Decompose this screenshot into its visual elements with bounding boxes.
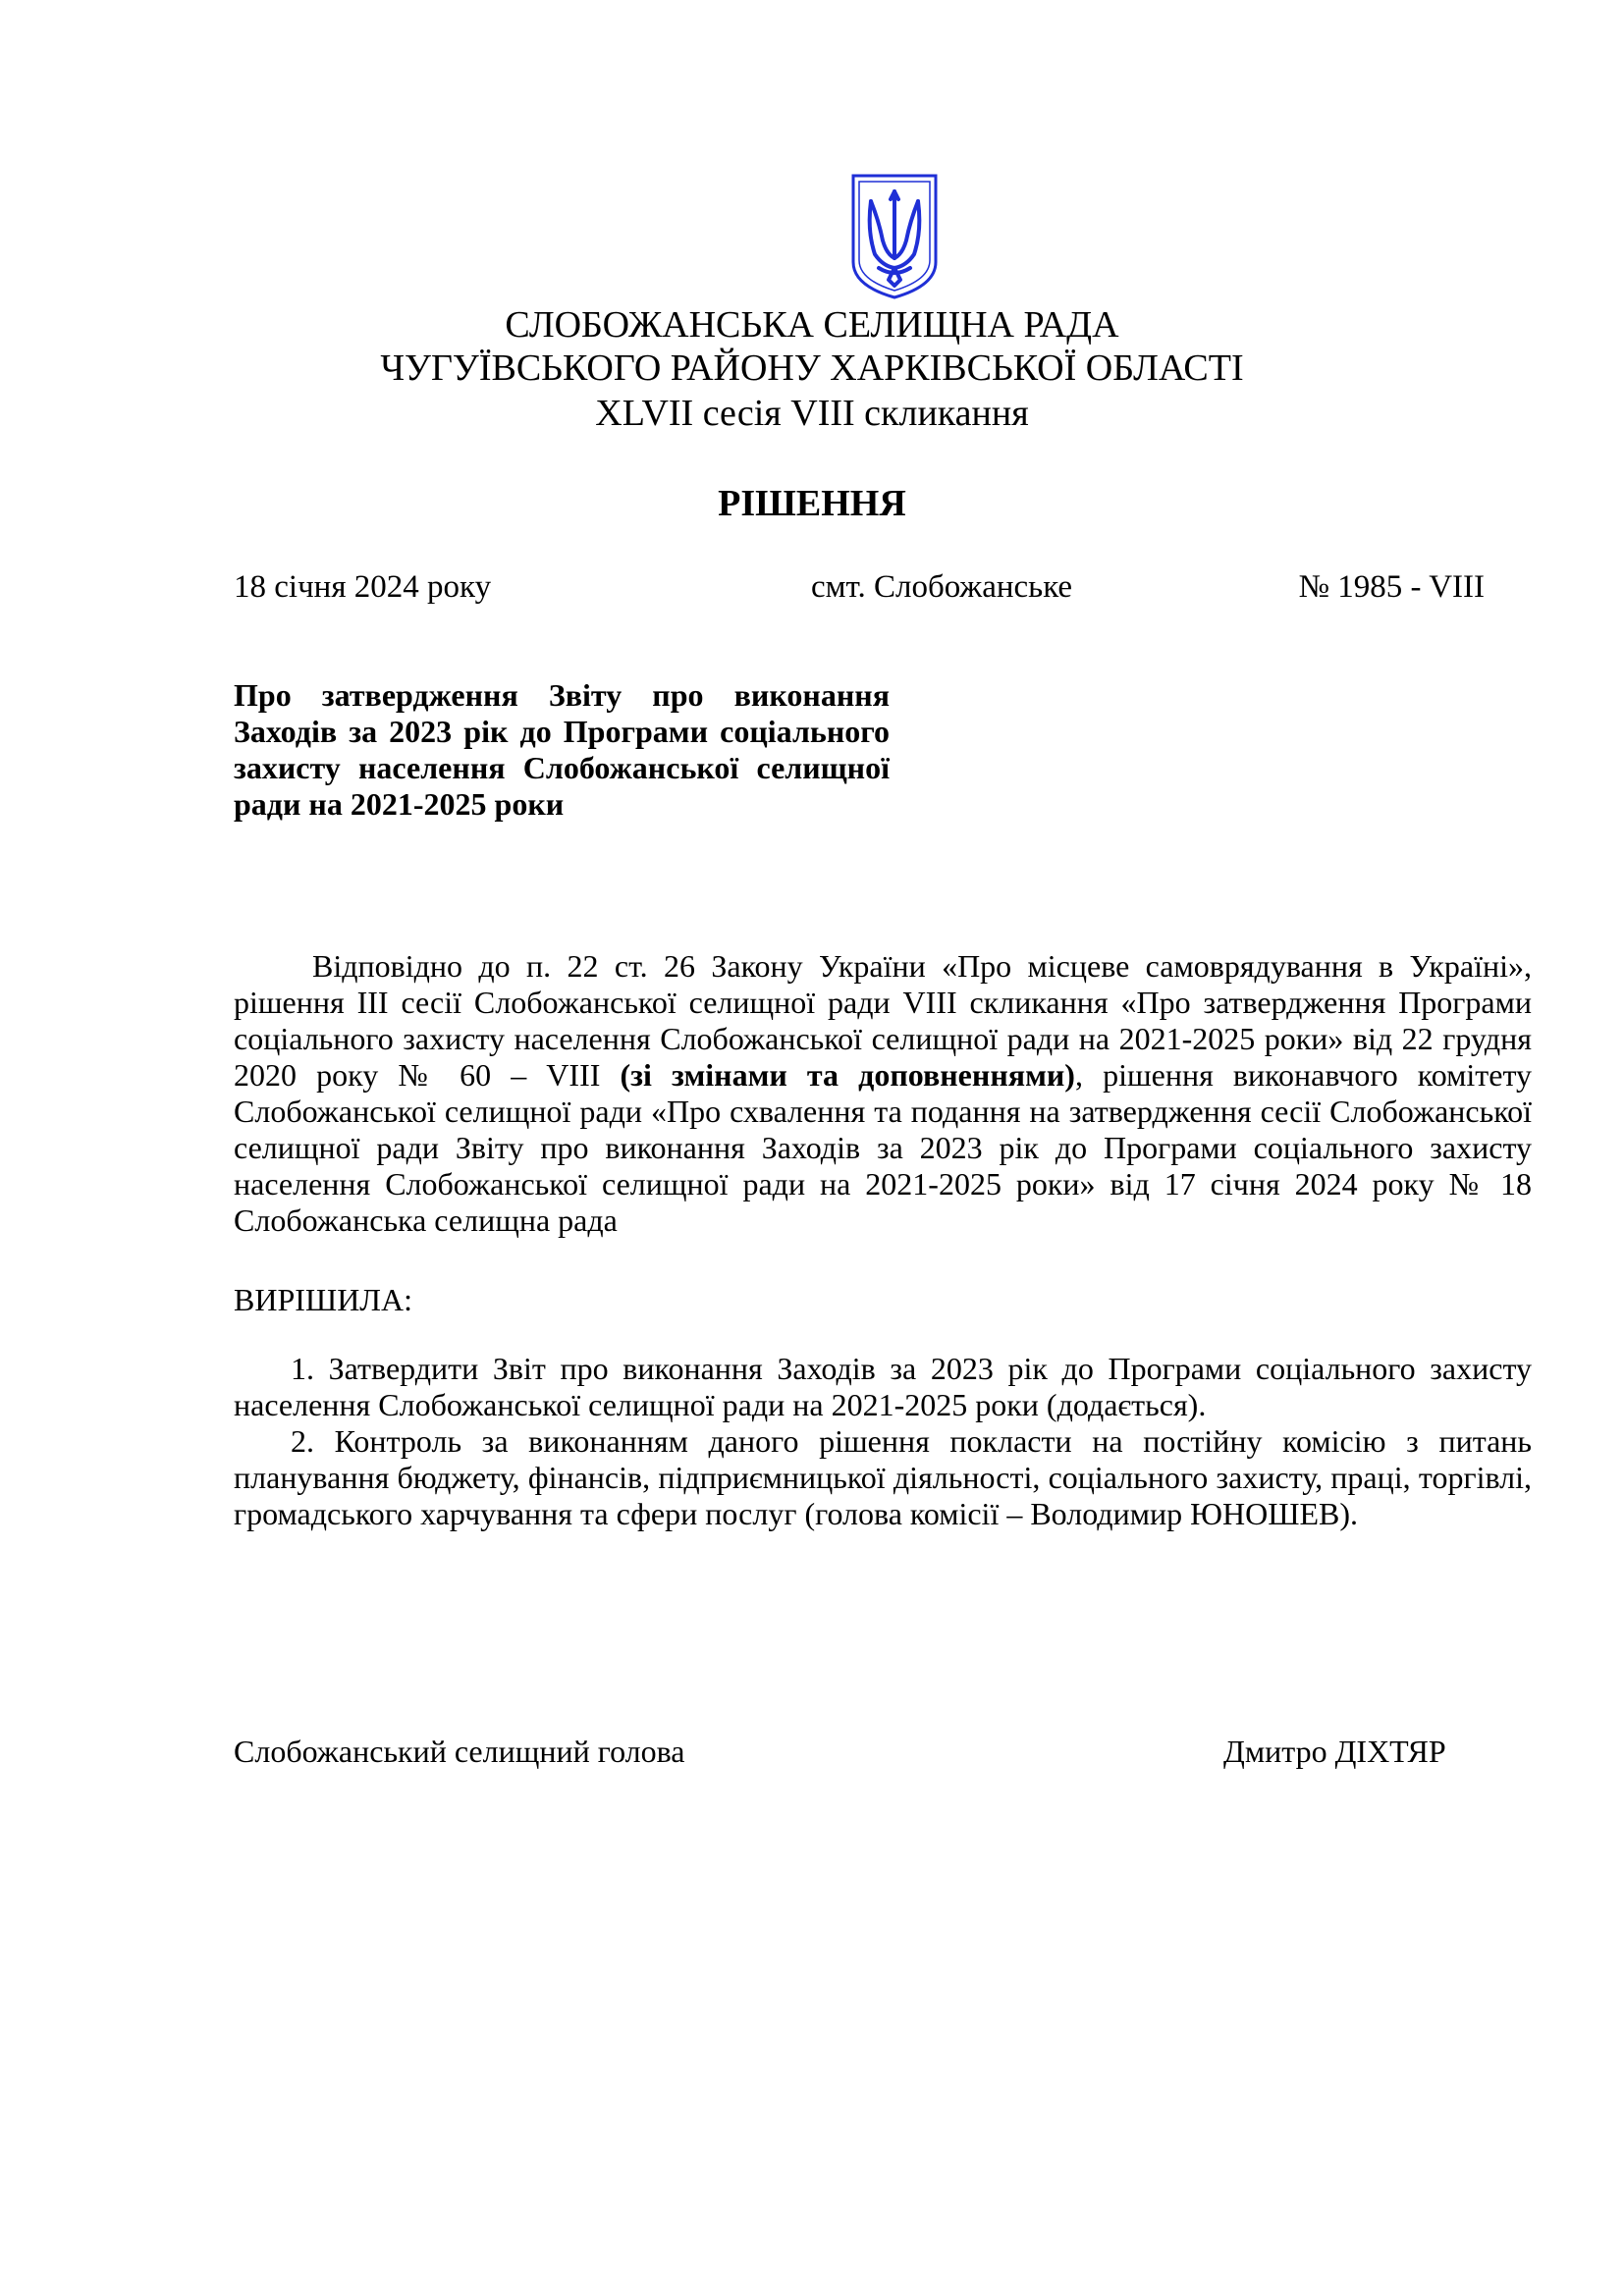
preamble-paragraph: [234, 948, 1532, 1239]
decision-place: смт. Слобожанське: [811, 569, 1073, 605]
council-name: СЛОБОЖАНСЬКА СЕЛИЩНА РАДА: [505, 304, 1119, 346]
signatory-position: Слобожанський селищний голова: [234, 1734, 685, 1769]
decision-item-2: 2. Контроль за виконанням даного рішення покласти на постійну комісію з питань планування бюджету, фінансів, підприємницької діяльності, соціального захисту, праці, торгівлі, громадського харчування та сфери послуг (голова комісії – Володимир ЮНОШЕВ).: [234, 1423, 1532, 1531]
session-info: XLVII сесія VIII скликання: [595, 393, 1029, 434]
signatory-name: Дмитро ДІХТЯР: [1223, 1734, 1446, 1769]
decision-subject: Про затвердження Звіту про виконання Заходів за 2023 рік до Програми соціального захисту населення Слобожанської селищної ради на 2021-2025 роки: [234, 677, 890, 822]
preamble-text-1: Відповідно до п. 22 ст. 26 Закону України «Про місцеве самоврядування в Україні», рішення III сесії Слобожанської селищної ради VIII скликання «Про затвердження Програми соціального захисту населення Слобожанської селищної ради на 2021-2025 роки» від 22 грудня 2020 року № 60 – VIII: [234, 948, 1532, 1093]
decision-item-1: 1. Затвердити Звіт про виконання Заходів за 2023 рік до Програми соціального захисту населення Слобожанської селищної ради на 2021-2025 роки (додається).: [234, 1351, 1532, 1422]
document-type-title: РІШЕННЯ: [718, 483, 906, 524]
resolved-label: ВИРІШИЛА:: [234, 1282, 412, 1317]
tryzub-coat-of-arms-icon: [849, 172, 940, 301]
preamble-text-2: , рішення виконавчого комітету Слобожанської селищної ради «Про схвалення та подання на затвердження сесії Слобожанської селищної ради Звіту про виконання Заходів за 2023 рік до Програми соціального захисту населення Слобожанської селищної ради на 2021-2025 роки» від 17 січня 2024 року № 18 Слобожанська селищна рада: [234, 1057, 1533, 1238]
preamble-amendments-note: (зі змінами та доповненнями): [620, 1057, 1075, 1093]
decision-date: 18 січня 2024 року: [234, 569, 492, 605]
decision-number: № 1985 - VIII: [1298, 569, 1485, 605]
district-name: ЧУГУЇВСЬКОГО РАЙОНУ ХАРКІВСЬКОЇ ОБЛАСТІ: [380, 347, 1244, 389]
